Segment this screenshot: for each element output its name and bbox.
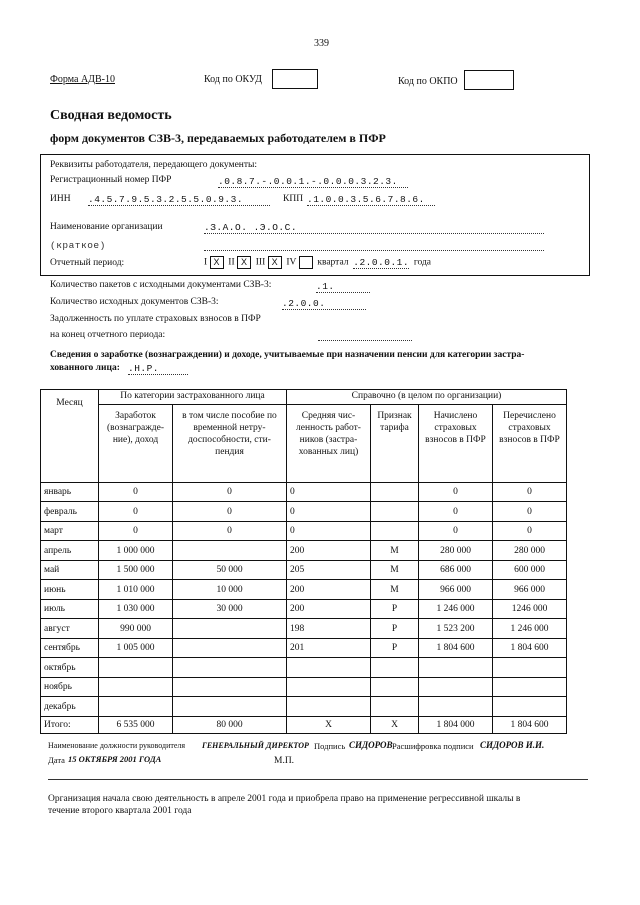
doc-subtitle: форм документов СЗВ-3, передаваемых работодателем в ПФР — [50, 131, 386, 145]
table-row — [41, 580, 567, 600]
cell-earnings: 0 — [99, 482, 173, 502]
cell-transferred: 280 000 — [493, 541, 567, 561]
period-checkbox-1[interactable]: X — [210, 256, 224, 269]
header-transferred: Перечислено страховых взносов в ПФР — [493, 404, 567, 482]
cell-allowance — [173, 638, 287, 658]
cell-transferred — [493, 677, 567, 697]
cell-month: февраль — [41, 502, 99, 522]
cell-month: апрель — [41, 541, 99, 561]
cell-transferred: 0 — [493, 502, 567, 522]
cell-transferred: 600 000 — [493, 560, 567, 580]
kpp-value: .1.0.0.3.5.6.7.8.6. — [307, 194, 435, 206]
header-group-reference: Справочно (в целом по организации) — [287, 390, 567, 405]
cell-allowance: 0 — [173, 521, 287, 541]
cell-allowance — [173, 619, 287, 639]
cell-avg: 201 — [287, 638, 371, 658]
debt-value — [318, 330, 412, 341]
cell-accrued — [419, 677, 493, 697]
packets-label: Количество пакетов с исходными документами СЗВ-3: — [50, 280, 272, 290]
footnote-line-2: течение второго квартала 2001 года — [48, 806, 192, 816]
cell-tariff: Р — [371, 619, 419, 639]
okud-label: Код по ОКУД — [204, 74, 262, 85]
cell-month: Итого: — [41, 716, 99, 733]
year-value: .2.0.0.1. — [353, 256, 410, 268]
table-row — [41, 502, 567, 522]
kpp-label: КПП — [283, 194, 304, 204]
cell-month: октябрь — [41, 658, 99, 678]
docs-value: .2.0.0. — [282, 298, 366, 310]
cell-month: ноябрь — [41, 677, 99, 697]
stamp-place: М.П. — [274, 756, 295, 766]
cell-tariff: М — [371, 580, 419, 600]
inn-label: ИНН — [50, 194, 71, 204]
org-name-label: Наименование организации — [50, 222, 163, 232]
table-row — [41, 482, 567, 502]
header-group-category: По категории застрахованного лица — [99, 390, 287, 405]
cell-earnings — [99, 658, 173, 678]
cell-month: июнь — [41, 580, 99, 600]
cell-tariff — [371, 677, 419, 697]
cell-avg — [287, 658, 371, 678]
cell-allowance: 80 000 — [173, 716, 287, 733]
cell-allowance: 50 000 — [173, 560, 287, 580]
period-mark-4: IV — [286, 257, 297, 268]
period-label: Отчетный период: — [50, 258, 125, 268]
docs-label: Количество исходных документов СЗВ-3: — [50, 297, 219, 307]
cell-transferred — [493, 658, 567, 678]
period-checks — [204, 256, 431, 269]
reg-number-label: Регистрационный номер ПФР — [50, 175, 172, 185]
cell-tariff — [371, 502, 419, 522]
decode-value: СИДОРОВ И.И. — [480, 740, 545, 750]
org-name-value: .З.А.О. .Э.О.С. — [204, 222, 544, 234]
org-short-label: (краткое) — [50, 240, 106, 251]
header-earnings: Заработок (вознагражде-ние), доход — [99, 404, 173, 482]
cell-accrued: 966 000 — [419, 580, 493, 600]
form-code: Форма АДВ-10 — [50, 74, 115, 85]
cell-allowance: 10 000 — [173, 580, 287, 600]
date-value: 15 ОКТЯБРЯ 2001 ГОДА — [68, 754, 162, 764]
period-checkbox-2[interactable]: X — [237, 256, 251, 269]
cell-allowance — [173, 541, 287, 561]
cell-earnings: 1 030 000 — [99, 599, 173, 619]
period-mark-1: I — [204, 257, 208, 268]
cell-transferred: 1 804 600 — [493, 716, 567, 733]
cell-month: март — [41, 521, 99, 541]
cell-avg: 0 — [287, 521, 371, 541]
position-label: Наименование должности руководителя — [48, 741, 186, 750]
info-category: .Н.Р. — [128, 363, 188, 375]
cell-tariff: Р — [371, 599, 419, 619]
cell-transferred: 1 246 000 — [493, 619, 567, 639]
table-row — [41, 638, 567, 658]
header-accrued: Начислено страховых взносов в ПФР — [419, 404, 493, 482]
okpo-label: Код по ОКПО — [398, 76, 458, 87]
cell-month: декабрь — [41, 697, 99, 717]
table-row — [41, 619, 567, 639]
header-avg-count: Средняя чис-ленность работ-ников (застра-хованных лиц) — [287, 404, 371, 482]
cell-month: сентябрь — [41, 638, 99, 658]
cell-tariff — [371, 482, 419, 502]
info-line-1: Сведения о заработке (вознаграждении) и доходе, учитываемые при назначении пенсии для категории застра- — [50, 350, 525, 360]
cell-avg: 0 — [287, 482, 371, 502]
sign-label: Подпись — [314, 741, 346, 751]
table-row — [41, 521, 567, 541]
doc-title: Сводная ведомость — [50, 108, 172, 123]
cell-transferred: 966 000 — [493, 580, 567, 600]
earnings-table — [40, 389, 567, 734]
cell-transferred: 1 804 600 — [493, 638, 567, 658]
cell-earnings — [99, 697, 173, 717]
cell-allowance: 0 — [173, 482, 287, 502]
cell-tariff: М — [371, 560, 419, 580]
table-row — [41, 677, 567, 697]
table-row — [41, 599, 567, 619]
cell-tariff — [371, 521, 419, 541]
cell-avg: 200 — [287, 580, 371, 600]
info-line-2: хованного лица: — [50, 363, 120, 373]
cell-month: июль — [41, 599, 99, 619]
table-row — [41, 560, 567, 580]
period-mark-2: II — [228, 257, 235, 268]
cell-accrued: 0 — [419, 521, 493, 541]
cell-accrued: 280 000 — [419, 541, 493, 561]
cell-month: май — [41, 560, 99, 580]
table-row — [41, 658, 567, 678]
cell-transferred: 0 — [493, 482, 567, 502]
year-label: года — [413, 257, 431, 268]
cell-avg: 200 — [287, 599, 371, 619]
header-month: Месяц — [41, 390, 99, 483]
cell-avg: 200 — [287, 541, 371, 561]
cell-avg: 205 — [287, 560, 371, 580]
table-row — [41, 697, 567, 717]
period-mark-3: III — [255, 257, 266, 268]
reg-number-value: .0.8.7.-.0.0.1.-.0.0.0.3.2.3. — [218, 176, 408, 188]
cell-transferred — [493, 697, 567, 717]
table-total-row — [41, 716, 567, 733]
header-allowance: в том числе пособие по временной нетру-доспособности, сти-пендия — [173, 404, 287, 482]
divider — [48, 779, 588, 780]
cell-earnings: 0 — [99, 521, 173, 541]
packets-value: .1. — [316, 281, 370, 293]
requisites-heading: Реквизиты работодателя, передающего документы: — [50, 160, 258, 170]
cell-earnings: 1 005 000 — [99, 638, 173, 658]
position-value: ГЕНЕРАЛЬНЫЙ ДИРЕКТОР — [202, 741, 309, 750]
period-checkbox-3[interactable]: X — [268, 256, 282, 269]
cell-accrued: 0 — [419, 482, 493, 502]
cell-transferred: 1246 000 — [493, 599, 567, 619]
cell-accrued: 686 000 — [419, 560, 493, 580]
cell-accrued: 1 246 000 — [419, 599, 493, 619]
cell-tariff — [371, 658, 419, 678]
cell-earnings: 1 000 000 — [99, 541, 173, 561]
cell-accrued: 1 804 000 — [419, 716, 493, 733]
cell-tariff: Х — [371, 716, 419, 733]
cell-tariff — [371, 697, 419, 717]
cell-avg — [287, 677, 371, 697]
date-label: Дата — [48, 755, 65, 765]
cell-transferred: 0 — [493, 521, 567, 541]
header-tariff: Признак тарифа — [371, 404, 419, 482]
debt-label-1: Задолженность по уплате страховых взносов в ПФР — [50, 314, 261, 324]
cell-earnings: 1 010 000 — [99, 580, 173, 600]
cell-avg — [287, 697, 371, 717]
cell-accrued: 1 523 200 — [419, 619, 493, 639]
cell-accrued — [419, 697, 493, 717]
cell-avg: Х — [287, 716, 371, 733]
cell-earnings: 1 500 000 — [99, 560, 173, 580]
org-short-value — [204, 240, 544, 251]
okud-field[interactable] — [272, 69, 318, 89]
okpo-field[interactable] — [464, 70, 514, 90]
cell-allowance — [173, 697, 287, 717]
cell-avg: 0 — [287, 502, 371, 522]
cell-accrued: 0 — [419, 502, 493, 522]
cell-allowance: 0 — [173, 502, 287, 522]
cell-earnings — [99, 677, 173, 697]
inn-value: .4.5.7.9.5.3.2.5.5.0.9.3. — [88, 194, 270, 206]
cell-tariff: Р — [371, 638, 419, 658]
cell-earnings: 0 — [99, 502, 173, 522]
quarter-label: квартал — [317, 257, 349, 268]
sign-value: СИДОРОВ — [349, 740, 393, 750]
decode-label: Расшифровка подписи — [392, 741, 474, 751]
cell-accrued — [419, 658, 493, 678]
cell-earnings: 990 000 — [99, 619, 173, 639]
cell-earnings: 6 535 000 — [99, 716, 173, 733]
cell-month: январь — [41, 482, 99, 502]
table-row — [41, 541, 567, 561]
period-checkbox-4[interactable] — [299, 256, 313, 269]
cell-avg: 198 — [287, 619, 371, 639]
page-number: 339 — [314, 38, 329, 49]
cell-tariff: М — [371, 541, 419, 561]
debt-label-2: на конец отчетного периода: — [50, 330, 166, 340]
cell-month: август — [41, 619, 99, 639]
footnote-line-1: Организация начала свою деятельность в апреле 2001 года и приобрела право на применение регрессивной шкалы в — [48, 794, 521, 804]
cell-allowance — [173, 677, 287, 697]
cell-allowance — [173, 658, 287, 678]
cell-allowance: 30 000 — [173, 599, 287, 619]
cell-accrued: 1 804 600 — [419, 638, 493, 658]
